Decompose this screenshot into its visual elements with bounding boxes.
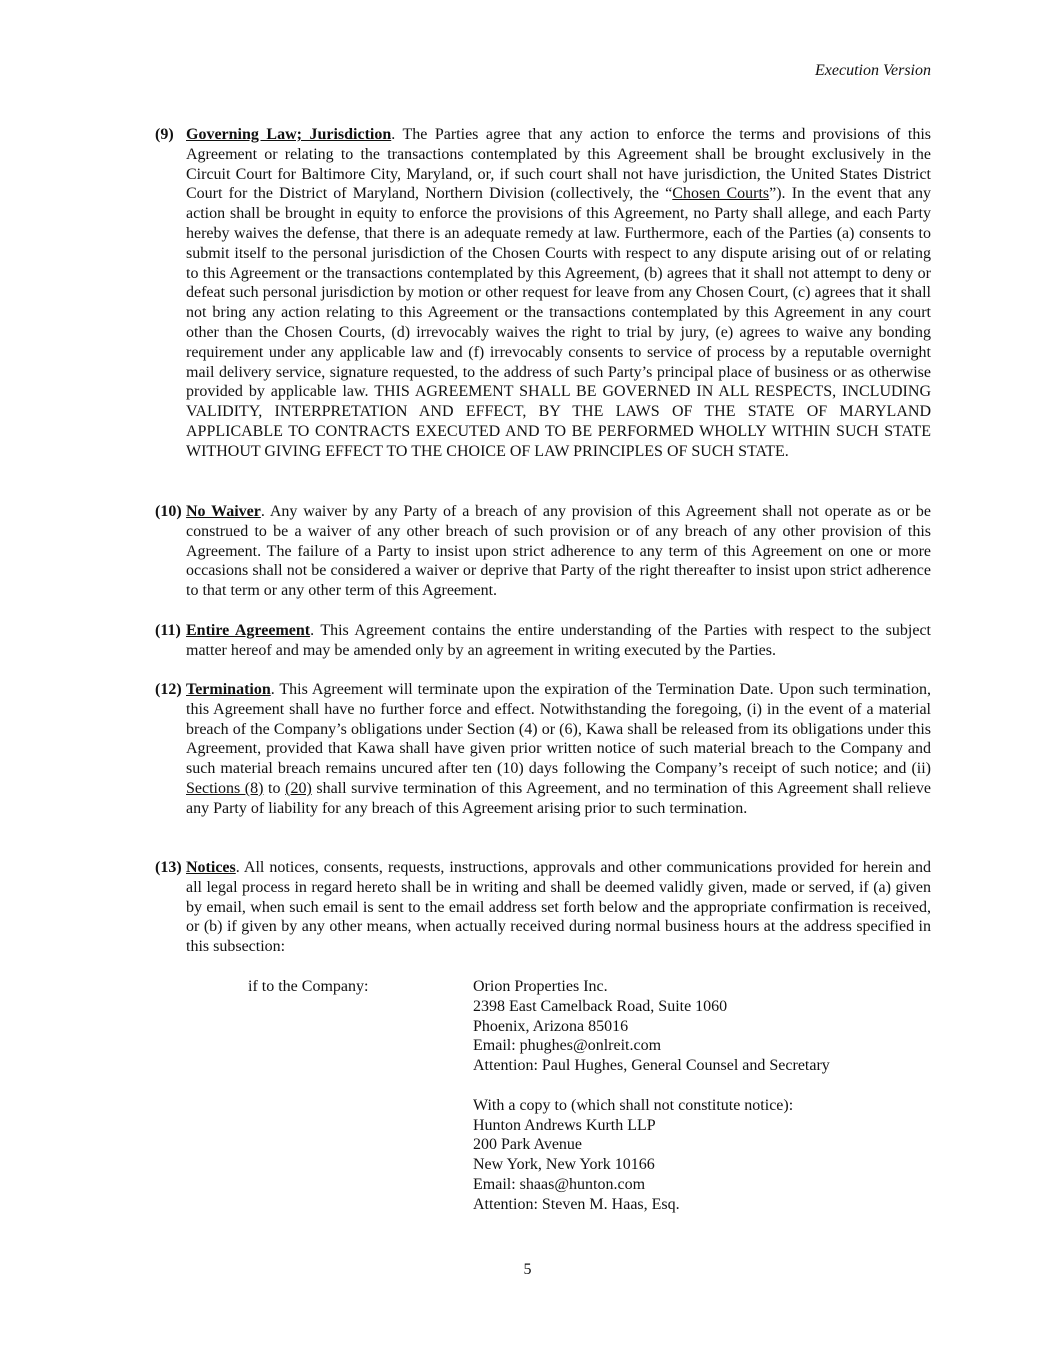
notice-recipient-label: if to the Company:: [248, 978, 369, 995]
defined-term: Chosen Courts: [672, 185, 770, 203]
section-text: . Any waiver by any Party of a breach of any provision of this Agreement shall not operate as or be construed to be a waiver of any other breach of such provision or of any breach of any other provision of this Agreement. The failure of a Party to insist upon strict adherence to any term of this Agreement on one or more occasions shall not be considered a waiver or deprive that Party of the right thereafter to insist upon strict adherence to that term or any other term of this Agreement.: [186, 503, 932, 600]
address-line: Email: phughes@onlreit.com: [473, 1037, 662, 1055]
section-text-cont: shall survive termination of this Agreement, and no termination of this Agreement shall relieve any Party of liability for any breach of this Agreement arising prior to such termination.: [186, 779, 932, 817]
section-text-cont: ”). In the event that any action shall be brought in equity to enforce the provisions of this Agreement, no Party shall allege, and each Party hereby waives the defense, that there is an adequate remedy at law. Furthermore, each of the Parties (a) consents to submit itself to the personal jurisdiction of the Chosen Courts with respect to any dispute arising out of or relating to this Agreement or the transactions contemplated by this Agreement, (b) agrees that it shall not attempt to deny or defeat such personal jurisdiction by motion or other request for leave from any Chosen Court, (c) agrees that it shall not bring any action relating to this Agreement or the transactions contemplated by this Agreement in any court other than the Chosen Courts, (d) irrevocably waives the right to trial by jury, (e) agrees to waive any bonding requirement under any applicable law and (f) irrevocably consents to service of process by a reputable overnight mail delivery service, signature requested, to the address of such Party’s principal place of business or as otherwise provided by applicable law. THIS AGREEMENT SHALL BE GOVERNED IN ALL RESPECTS, INCLUDING VALIDITY, INTERPRETATION AND EFFECT, BY THE LAWS OF THE STATE OF MARYLAND APPLICABLE TO CONTRACTS EXECUTED AND TO BE PERFORMED WHOLLY WITHIN SUCH STATE WITHOUT GIVING EFFECT TO THE CHOICE OF LAW PRINCIPLES OF SUCH STATE.: [186, 185, 932, 460]
section-10: [155, 502, 931, 601]
section-body: [186, 125, 931, 462]
section-number: (13): [155, 859, 182, 876]
section-text-mid: to: [263, 779, 286, 797]
section-heading: Entire Agreement: [186, 622, 311, 639]
section-13: [155, 858, 931, 957]
copy-line: 200 Park Avenue: [473, 1136, 583, 1154]
copy-line: New York, New York 10166: [473, 1156, 655, 1174]
section-reference: (20): [285, 779, 312, 797]
section-number: (11): [155, 622, 181, 639]
section-number: (12): [155, 681, 182, 698]
section-body: [186, 680, 931, 819]
copy-line: With a copy to (which shall not constitute notice):: [473, 1096, 794, 1114]
section-text: . This Agreement contains the entire understanding of the Parties with respect to the subject matter hereof and may be amended only by an agreement in writing executed by the Parties.: [186, 622, 931, 659]
address-line: 2398 East Camelback Road, Suite 1060: [473, 997, 728, 1015]
copy-line: Email: shaas@hunton.com: [473, 1175, 646, 1193]
section-number: (9): [155, 126, 174, 143]
section-number: (10): [155, 503, 182, 520]
section-body: [186, 858, 931, 957]
copy-line: Attention: Steven M. Haas, Esq.: [473, 1195, 680, 1213]
section-reference: Sections (8): [186, 779, 264, 797]
copy-line: Hunton Andrews Kurth LLP: [473, 1116, 656, 1134]
section-12: [155, 680, 931, 819]
section-heading: Termination: [186, 681, 271, 698]
address-line: Attention: Paul Hughes, General Counsel and Secretary: [473, 1057, 830, 1075]
section-text: . This Agreement will terminate upon the expiration of the Termination Date. Upon such termination, this Agreement shall have no further force and effect. Notwithstanding the foregoing, (i) in the event of a material breach of the Company’s obligations under Section (4) or (6), Kawa shall be released from its obligations under this Agreement, provided that Kawa shall have given prior written notice of such material breach to the Company and such material breach remains uncured after ten (10) days following the Company’s receipt of such notice; and (ii): [186, 681, 931, 778]
section-text: . All notices, consents, requests, instructions, approvals and other communications provided for herein and all legal process in regard hereto shall be in writing and shall be deemed validly given, made or served, if (a) given by email, when such email is sent to the email address set forth below and the appropriate confirmation is received, or (b) if given by any other means, when actually received during normal business hours at the address specified in this subsection:: [186, 859, 931, 956]
section-text: . The Parties agree that any action to enforce the terms and provisions of this Agreement or relating to the transactions contemplated by this Agreement shall be brought exclusively in the Circuit Court for Baltimore City, Maryland, or, if such court shall not have jurisdiction, the United States District Court for the District of Maryland, Northern Division (collectively, the “: [186, 126, 932, 203]
execution-version-label: Execution Version: [815, 62, 931, 79]
address-line: Orion Properties Inc.: [473, 978, 608, 995]
section-heading: Governing Law; Jurisdiction: [186, 126, 392, 143]
section-heading: Notices: [186, 859, 236, 876]
section-body: [186, 502, 931, 601]
notice-address: [473, 977, 948, 1215]
address-line: Phoenix, Arizona 85016: [473, 1017, 629, 1035]
section-body: [186, 621, 931, 661]
section-9: [155, 125, 931, 462]
section-heading: No Waiver: [186, 503, 261, 520]
page-number: 5: [523, 1261, 532, 1278]
section-11: [155, 621, 931, 661]
spacer: [473, 1076, 948, 1096]
